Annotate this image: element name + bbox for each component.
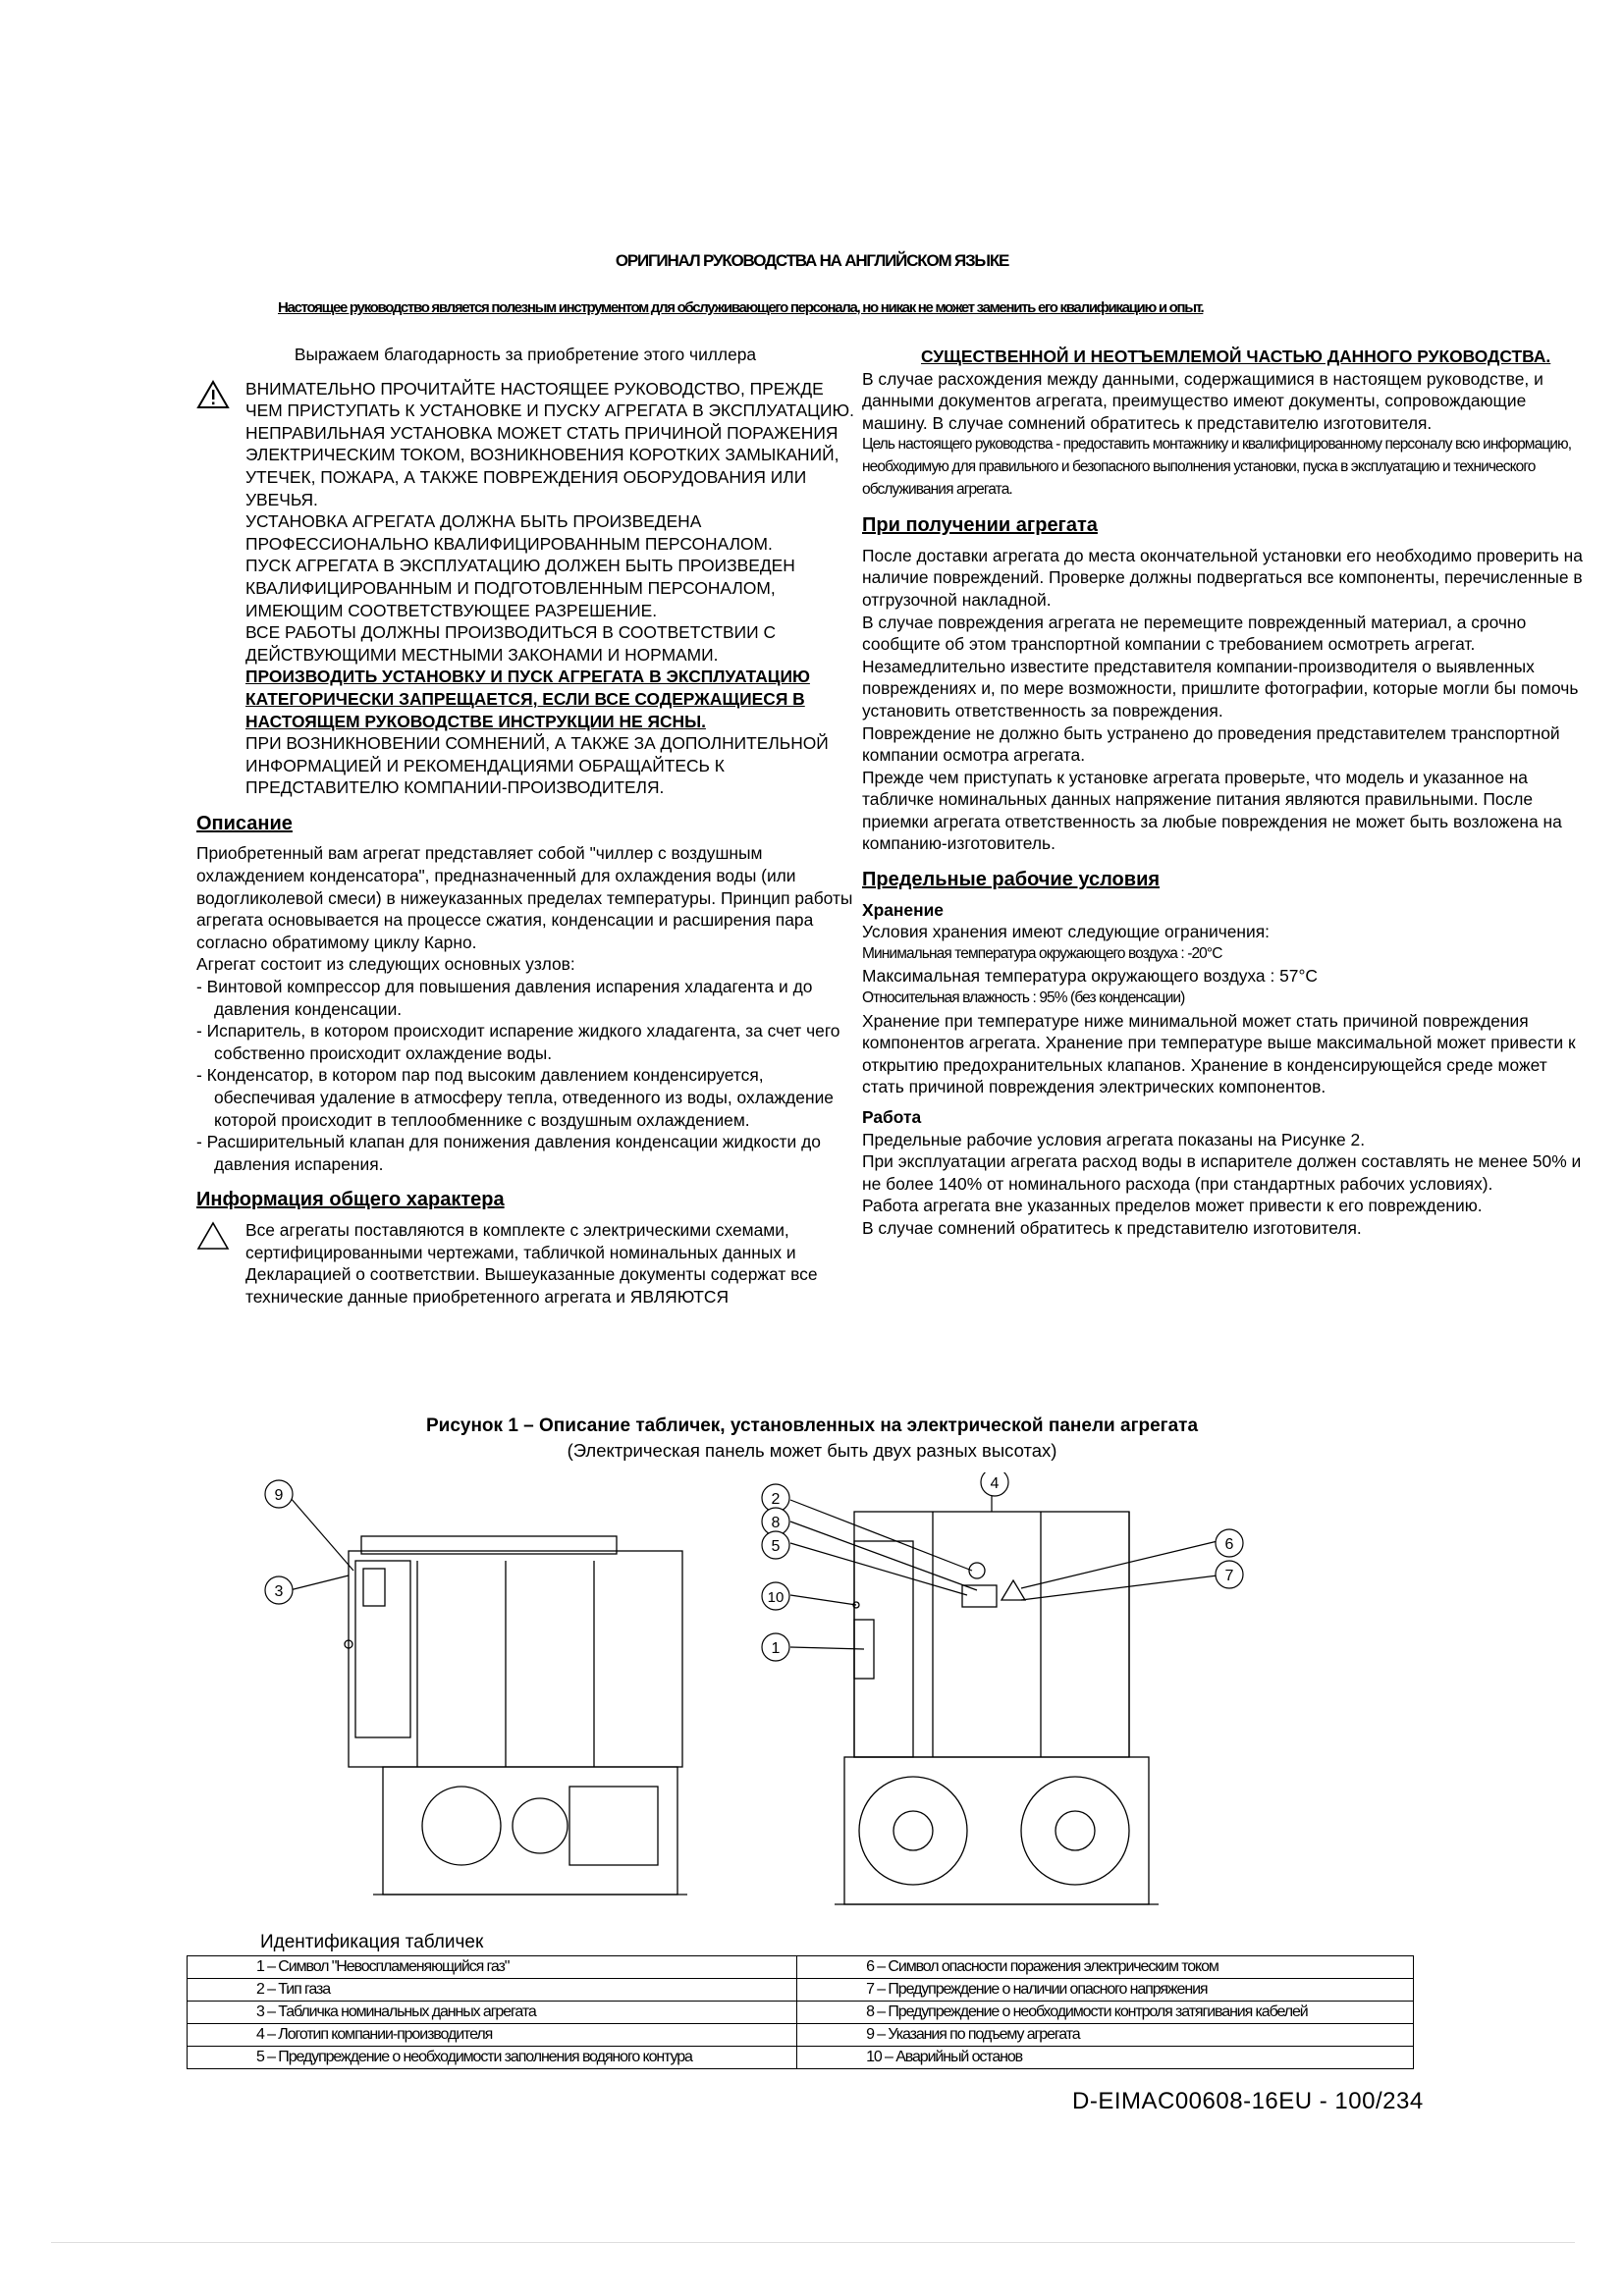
table-cell: 10 – Аварийный останов: [797, 2047, 1414, 2069]
info-block: [196, 1219, 854, 1308]
warning-7: ПРИ ВОЗНИКНОВЕНИИ СОМНЕНИЙ, А ТАКЖЕ ЗА ДОПОЛНИТЕЛЬНОЙ ИНФОРМАЦИЕЙ И РЕКОМЕНДАЦИЯМИ ОБРАЩАЙТЕСЬ К ПРЕДСТАВИТЕЛЮ КОМПАНИИ-ПРОИЗВОДИТЕЛЯ.: [245, 733, 829, 798]
description-components-intro: Агрегат состоит из следующих основных узлов:: [196, 954, 575, 975]
receiving-p1: После доставки агрегата до места окончательной установки его необходимо проверить на наличие повреждений. Проверке должны подвергаться все компоненты, перечисленные в отгрузочной накладной.: [862, 545, 1583, 610]
operation-p1: Предельные рабочие условия агрегата показаны на Рисунке 2.: [862, 1129, 1366, 1149]
component-item: - Испаритель, в котором происходит испарение жидкого хладагента, за счет чего собственно происходит охлаждение воды.: [196, 1021, 840, 1063]
component-item: - Конденсатор, в котором пар под высоким давлением конденсируется, обеспечивая удаление в атмосферу тепла, отведенного из воды, охлаждение которой происходит в теплообменнике с воздушным охлаждением.: [196, 1065, 834, 1130]
chiller-drawing: [245, 1472, 1326, 1924]
figure-subtitle: (Электрическая панель может быть двух разных высотах): [567, 1440, 1057, 1461]
warning-5: ВСЕ РАБОТЫ ДОЛЖНЫ ПРОИЗВОДИТЬСЯ В СООТВЕТСТВИИ С ДЕЙСТВУЮЩИМИ МЕСТНЫМИ ЗАКОНАМИ И НОРМАМИ.: [245, 622, 776, 665]
callout-label: 5: [771, 1538, 781, 1555]
table-cell: 5 – Предупреждение о необходимости заполнения водяного контура: [188, 2047, 797, 2069]
warning-6: ПРОИЗВОДИТЬ УСТАНОВКУ И ПУСК АГРЕГАТА В ЭКСПЛУАТАЦИЮ КАТЕГОРИЧЕСКИ ЗАПРЕЩАЕТСЯ, ЕСЛИ ВСЕ СОДЕРЖАЩИЕСЯ В НАСТОЯЩЕМ РУКОВОДСТВЕ ИНСТРУКЦИИ НЕ ЯСНЫ.: [245, 667, 810, 731]
description-paragraph: Приобретенный вам агрегат представляет собой "чиллер с воздушным охлаждением конденсатора", предназначенный для охлаждения воды (или водогликолевой смеси) в нижеуказанных пределах температуры. Принцип работы агрегата основывается на процессе сжатия, конденсации и расширения пара согласно обратимому циклу Карно.: [196, 843, 853, 952]
general-info-text: Все агрегаты поставляются в комплекте с электрическими схемами, сертифицированными чертежами, табличкой номинальных данных и Декларацией о соответствии. Вышеуказанные документы содержат все технические данные приобретенного агрегата и ЯВЛЯЮТСЯ: [245, 1219, 818, 1307]
table-row: [188, 2024, 1414, 2047]
purpose-paragraph: Цель настоящего руководства - предоставить монтажнику и квалифицированному персоналу всю информацию, необходимую для правильного и безопасного выполнения установки, пуска в эксплуатацию и технического обслуживания агрегата.: [862, 436, 1572, 498]
warning-text: [245, 378, 854, 799]
storage-notes: Хранение при температуре ниже минимальной может стать причиной повреждения компонентов агрегата. Хранение при температуре выше максимальной может привести к открытию предохранительных клапанов. Хранение в конденсирующейся среде может стать причиной повреждения электрических компонентов.: [862, 1010, 1576, 1097]
table-row: [188, 2002, 1414, 2024]
warning-block: [196, 378, 854, 799]
storage-heading: Хранение: [862, 899, 944, 920]
figure-title: Рисунок 1 – Описание табличек, установленных на электрической панели агрегата: [425, 1415, 1199, 1436]
table-cell: 3 – Табличка номинальных данных агрегата: [188, 2002, 797, 2024]
table-row: [188, 1979, 1414, 2002]
receiving-heading: При получении агрегата: [862, 514, 1098, 537]
table-cell: 1 – Символ "Невоспламеняющийся газ": [188, 1956, 797, 1979]
warning-4: ПУСК АГРЕГАТА В ЭКСПЛУАТАЦИЮ ДОЛЖЕН БЫТЬ ПРОИЗВЕДЕН КВАЛИФИЦИРОВАННЫМ И ПОДГОТОВЛЕННЫМ ПЕРСОНАЛОМ, ИМЕЮЩИМ СООТВЕТСТВУЮЩЕЕ РАЗРЕШЕНИЕ.: [245, 556, 795, 620]
document-subtitle: Настоящее руководство является полезным инструментом для обслуживающего персонала, но никак не может заменить его квалификацию и опыт.: [278, 299, 1204, 316]
receiving-p3: Незамедлительно известите представителя компании-производителя о выявленных повреждениях и, по мере возможности, пришлите фотографии, которые могли бы помочь установить ответственность за повреждения.: [862, 656, 1579, 721]
operation-p2: При эксплуатации агрегата расход воды в испарителе должен составлять не менее 50% и не более 140% от номинального расхода (при стандартных рабочих условиях).: [862, 1151, 1582, 1194]
discrepancy-paragraph: В случае расхождения между данными, содержащимися в настоящем руководстве, и данными документов агрегата, преимущество имеют документы, сопровождающие машину. В случае сомнений обратитесь к представителю изготовителя.: [862, 368, 1543, 433]
receiving-p4: Повреждение не должно быть устранено до проведения представителем транспортной компании осмотра агрегата.: [862, 722, 1560, 766]
thanks-text: Выражаем благодарность за приобретение этого чиллера: [294, 345, 757, 364]
plates-table: [187, 1955, 1414, 2069]
table-cell: 6 – Символ опасности поражения электрическим током: [797, 1956, 1414, 1979]
receiving-p5: Прежде чем приступать к установке агрегата проверьте, что модель и указанное на табличке номинальных данных напряжение питания являются правильными. После приемки агрегата ответственность за любые повреждения не может быть возложена на компанию-изготовитель.: [862, 767, 1562, 854]
table-cell: 7 – Предупреждение о наличии опасного напряжения: [797, 1979, 1414, 2002]
callout-label: 10: [767, 1589, 785, 1606]
warning-triangle-icon: [196, 380, 232, 799]
table-cell: 2 – Тип газа: [188, 1979, 797, 2002]
callout-label: 9: [274, 1487, 284, 1504]
chiller-side-view: [345, 1536, 687, 1895]
table-row: [188, 2047, 1414, 2069]
document-id-page-number: D-EIMAC00608-16EU - 100/234: [1072, 2088, 1424, 2114]
callout-label: 7: [1224, 1568, 1234, 1584]
caution-triangle-icon: [196, 1221, 232, 1308]
storage-intro: Условия хранения имеют следующие ограничения:: [862, 922, 1270, 942]
page-divider: [51, 2242, 1575, 2243]
warning-1: ВНИМАТЕЛЬНО ПРОЧИТАЙТЕ НАСТОЯЩЕЕ РУКОВОДСТВО, ПРЕЖДЕ ЧЕМ ПРИСТУПАТЬ К УСТАНОВКЕ И ПУСКУ АГРЕГАТА В ЭКСПЛУАТАЦИЮ.: [245, 378, 854, 421]
callout-label: 2: [771, 1491, 781, 1508]
storage-min-temp: Минимальная температура окружающего воздуха : -20°C: [862, 944, 1222, 962]
operation-p4: В случае сомнений обратитесь к представителю изготовителя.: [862, 1217, 1362, 1238]
warning-2: НЕПРАВИЛЬНАЯ УСТАНОВКА МОЖЕТ СТАТЬ ПРИЧИНОЙ ПОРАЖЕНИЯ ЭЛЕКТРИЧЕСКИМ ТОКОМ, ВОЗНИКНОВЕНИЯ КОРОТКИХ ЗАМЫКАНИЙ, УТЕЧЕК, ПОЖАРА, А ТАКЖЕ ПОВРЕЖДЕНИЯ ОБОРУДОВАНИЯ ИЛИ УВЕЧЬЯ.: [245, 422, 839, 509]
callout-label: 8: [771, 1515, 781, 1531]
plates-title: Идентификация табличек: [260, 1932, 484, 1952]
general-info-heading: Информация общего характера: [196, 1189, 505, 1211]
right-column: [862, 346, 1587, 1240]
description-heading: Описание: [196, 812, 293, 834]
table-row: [188, 1956, 1414, 1979]
callout-label: 1: [771, 1640, 781, 1657]
storage-max-temp: Максимальная температура окружающего воздуха : 57°C: [862, 966, 1318, 987]
essential-part-text: СУЩЕСТВЕННОЙ И НЕОТЪЕМЛЕМОЙ ЧАСТЬЮ ДАННОГО РУКОВОДСТВА.: [921, 347, 1551, 366]
operation-heading: Работа: [862, 1107, 922, 1127]
component-item: - Винтовой компрессор для повышения давления испарения хладагента и до давления конденсации.: [196, 977, 813, 1019]
left-column: [196, 344, 854, 1308]
warning-3: УСТАНОВКА АГРЕГАТА ДОЛЖНА БЫТЬ ПРОИЗВЕДЕНА ПРОФЕССИОНАЛЬНО КВАЛИФИЦИРОВАННЫМ ПЕРСОНАЛОМ.: [245, 511, 773, 554]
callouts-right: [762, 1472, 1243, 1661]
limits-heading: Предельные рабочие условия: [862, 869, 1161, 891]
storage-humidity: Относительная влажность : 95% (без конденсации): [862, 989, 1185, 1007]
table-cell: 8 – Предупреждение о необходимости контроля затягивания кабелей: [797, 2002, 1414, 2024]
callout-label: 3: [274, 1583, 284, 1600]
callout-label: 4: [990, 1475, 1000, 1492]
callout-label: 6: [1224, 1536, 1234, 1553]
operation-p3: Работа агрегата вне указанных пределов может привести к его повреждению.: [862, 1196, 1483, 1216]
document-title: ОРИГИНАЛ РУКОВОДСТВА НА АНГЛИЙСКОМ ЯЗЫКЕ: [615, 251, 1009, 270]
receiving-p2: В случае повреждения агрегата не перемещите поврежденный материал, а срочно сообщите об этом транспортной компании с требованием осмотреть агрегат.: [862, 612, 1527, 655]
table-cell: 4 – Логотип компании-производителя: [188, 2024, 797, 2047]
table-cell: 9 – Указания по подъему агрегата: [797, 2024, 1414, 2047]
component-item: - Расширительный клапан для понижения давления конденсации жидкости до давления испарения.: [196, 1132, 821, 1174]
